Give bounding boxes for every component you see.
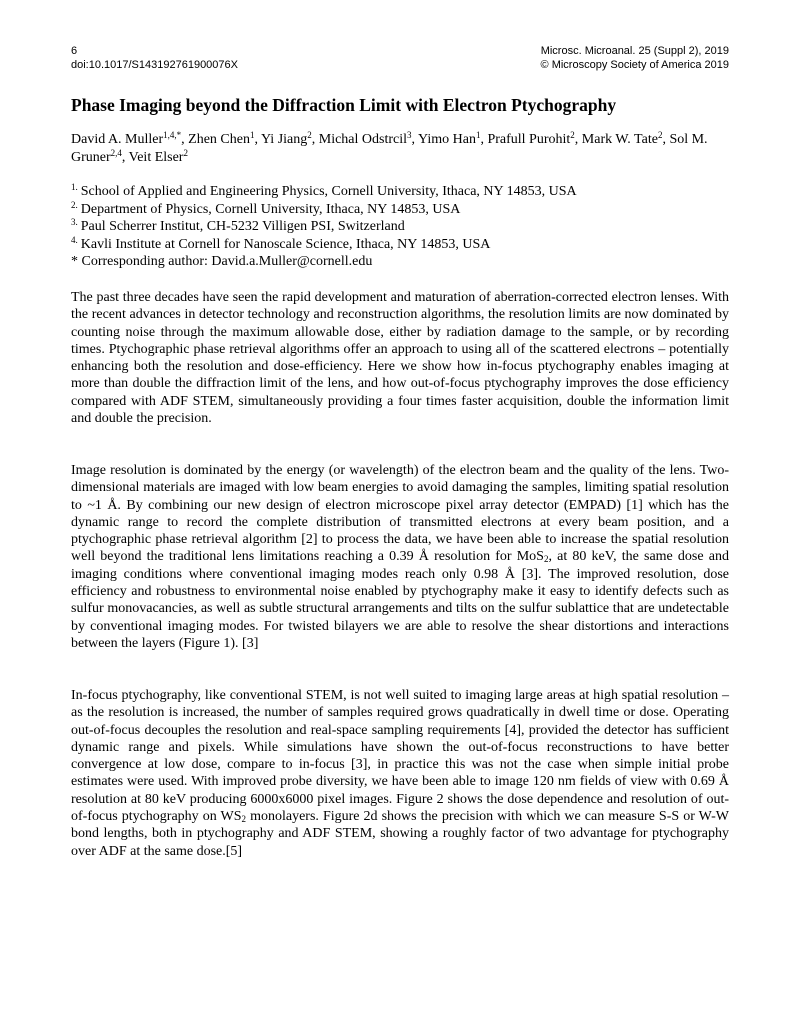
doi: doi:10.1017/S143192761900076X [71,59,238,71]
affiliation-list [71,183,729,271]
author: Veit Elser$^2$ [128,147,188,165]
body-paragraph-3: In-focus ptychography, like conventional STEM, is not well suited to imaging large areas at high spatial resolution – as the resolution is increased, the number of samples required grows quadratically in dwell time or dose. Operating out-of-focus decouples the resolution and real-space sampling requirements [4], provided the detector has sufficient dynamic range and pixels. While simulations have shown the out-of-focus reconstructions to have better convergence at low dose, compare to in-focus [3], in practice this was not the case when simple initial probe estimates were used. With improved probe diversity, we have been able to image 120 nm fields of view with 0.69 Å resolution at 80 keV producing 6000x6000 pixel images. Figure 2 shows the dose dependence and resolution of out-of-focus ptychography on $WS_2$ monolayers. Figure 2d shows the precision with which we can measure S-S or W-W bond lengths, both in ptychography and ADF STEM, showing a roughly factor of two advantage for ptychography over ADF at the same dose.[5] [71,688,729,859]
paper-title: Phase Imaging beyond the Diffraction Limit with Electron Ptychography [71,95,617,115]
author: Yi Jiang$^2$ [260,130,312,147]
page-number: 6 [71,45,78,57]
author: Mark W. Tate$^2$ [581,130,663,147]
author: Michal Odstrcil$^3$ [318,130,412,147]
journal-citation: Microsc. Microanal. 25 (Suppl 2), 2019 [540,45,729,57]
affiliation: $^{3.}$ Paul Scherrer Institut, CH-5232 Villigen PSI, Switzerland [71,217,405,234]
affiliation: $^{4.}$ Kavli Institute at Cornell for Nanoscale Science, Ithaca, NY 14853, USA [71,234,491,252]
body-paragraph-2: Image resolution is dominated by the energy (or wavelength) of the electron beam and the quality of the lens. Two-dimensional materials are imaged with low beam energies to avoid damaging the samples, limiting spatial resolution to ~1 Å. By combining our new design of electron microscope pixel array detector (EMPAD) [1] which has the dynamic range to record the complete distribution of transmitted electrons at every beam position, and a ptychographic phase retrieval algorithm [2] to process the data, we have been able to increase the spatial resolution well beyond the traditional lens limitations reaching a 0.39 Å resolution for MoS$_2$, at 80 keV, the same dose and imaging conditions where conventional imaging modes reach only 0.98 Å [3]. The improved resolution, dose efficiency and robustness to environmental noise enabled by ptychography make it easy to identify defects such as sulfur monovacancies, as well as subtle structural arrangements and tilts on the sulfur sublattice that are undetectable by conventional imaging modes. For twisted bilayers we are able to resolve the shear distortions and interactions between the layers (Figure 1). [3] [71,463,729,651]
body-paragraph-1: The past three decades have seen the rapid development and maturation of aberration-corrected electron lenses. With the recent advances in detector technology and reconstruction algorithms, the resolution limits are now dominated by counting noise through the maximum allowable dose, either by radiation damage to the sample, or by recording times. Ptychographic phase retrieval algorithms offer an approach to using all of the scattered electrons – potentially enhancing both the resolution and dose-efficiency. Here we show how in-focus ptychography enables imaging at more than double the diffraction limit of the lens, and how out-of-focus ptychography improves the dose efficiency compared with ADF STEM, simultaneously providing a four times faster acquisition, double the information limit and double the precision. [71,290,729,427]
author: Sol M. Gruner$^{2,4}$ [71,132,708,165]
author: Zhen Chen$^1$ [188,130,255,147]
corresponding-author: * Corresponding author: David.a.Muller@cornell.edu [71,254,373,269]
affiliation: $^{1.}$ School of Applied and Engineering Physics, Cornell University, Ithaca, NY 14853, USA [71,182,577,199]
affiliation: $^{2.}$ Department of Physics, Cornell University, Ithaca, NY 14853, USA [71,199,461,217]
author-list: David A. Muller$^{1,4,*}$, Zhen Chen$^1$, Yi Jiang$^2$, Michal Odstrcil$^3$, Yimo Han$^1$, Prafull Purohit$^2$, Mark W. Tate$^2$, Sol M. Gruner$^{2,4}$, Veit Elser$^2$ [71,130,708,165]
copyright: © Microscopy Society of America 2019 [540,59,729,71]
author: Prafull Purohit$^2$ [487,130,575,147]
author: David A. Muller$^{1,4,*}$ [71,130,182,147]
author: Yimo Han$^1$ [418,130,481,147]
